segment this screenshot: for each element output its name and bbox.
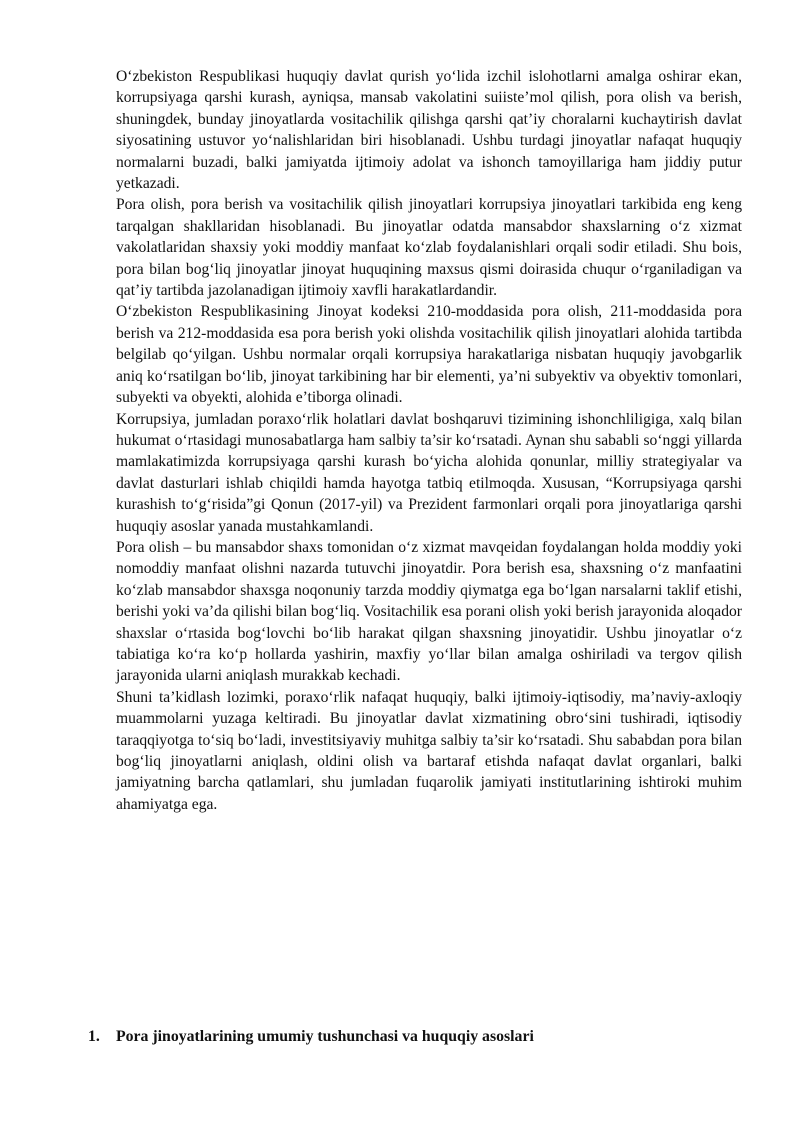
section-title: Pora jinoyatlarining umumiy tushunchasi va huquqiy asoslari xyxy=(116,1028,534,1045)
paragraph-5: Pora olish – bu mansabdor shaxs tomonidan o‘z xizmat mavqeidan foydalangan holda moddiy yoki nomoddiy manfaat olishni nazarda tutuvchi jinoyatdir. Pora berish esa, shaxsning o‘z manfaatini ko‘zlab mansabdor shaxsga noqonuniy tarzda moddiy qiymatga ega bo‘lgan narsalarni taklif etishi, berishi yoki va’da qilishi bilan bog‘liq. Vositachilik esa porani olish yoki berish jarayonida aloqador shaxslar o‘rtasida bog‘lovchi bo‘lib harakat qilgan shaxsning jinoyatidir. Ushbu jinoyatlar o‘z tabiatiga ko‘ra ko‘p hollarda yashirin, maxfiy yo‘llar bilan amalga oshiriladi va tergov qilish jarayonida ularni aniqlash murakkab kechadi. xyxy=(116,538,742,685)
paragraph-1: O‘zbekiston Respublikasi huquqiy davlat qurish yo‘lida izchil islohotlarni amalga oshirar ekan, korrupsiyaga qarshi kurash, ayniqsa, mansab vakolatini suiiste’mol qilish, pora olish va berish, shuningdek, bunday jinoyatlarda vositachilik qilishga qarshi qat’iy choralarni kuchaytirish davlat siyosatining ustuvor yo‘nalishlaridan biri hisoblanadi. Ushbu turdagi jinoyatlar nafaqat huquqiy normalarni buzadi, balki jamiyatda ijtimoiy adolat va ishonch tamoyillariga ham jiddiy putur yetkazadi. xyxy=(116,68,742,193)
body-text xyxy=(116,66,742,815)
paragraph-4: Korrupsiya, jumladan poraxo‘rlik holatlari davlat boshqaruvi tizimining ishonchliligiga, xalq bilan hukumat o‘rtasidagi munosabatlarga ham salbiy ta’sir ko‘rsatadi. Aynan shu sababli so‘nggi yillarda mamlakatimizda korrupsiyaga qarshi kurash bo‘yicha alohida qonunlar, milliy strategiyalar va davlat dasturlari ishlab chiqildi hamda hayotga tatbiq etilmoqda. Xususan, “Korrupsiyaga qarshi kurashish to‘g‘risida”gi Qonun (2017-yil) va Prezident farmonlari orqali pora jinoyatlariga qarshi huquqiy asoslar yanada mustahkamlandi. xyxy=(116,410,742,535)
paragraph-6: Shuni ta’kidlash lozimki, poraxo‘rlik nafaqat huquqiy, balki ijtimoiy-iqtisodiy, ma’naviy-axloqiy muammolarni yuzaga keltiradi. Bu jinoyatlar davlat xizmatining obro‘sini tushiradi, iqtisodiy taraqqiyotga to‘siq bo‘ladi, investitsiyaviy muhitga salbiy ta’sir ko‘rsatadi. Shu sababdan pora bilan bog‘liq jinoyatlarni aniqlash, oldini olish va bartaraf etishda nafaqat davlat organlari, balki jamiyatning barcha qatlamlari, shu jumladan fuqarolik jamiyati institutlarining ishtiroki muhim ahamiyatga ega. xyxy=(116,688,742,813)
paragraph-3: O‘zbekiston Respublikasining Jinoyat kodeksi 210-moddasida pora olish, 211-moddasida pora berish va 212-moddasida esa pora berish yoki olishda vositachilik qilish jinoyatlari alohida tartibda belgilab qo‘yilgan. Ushbu normalar orqali korrupsiya harakatlariga nisbatan huquqiy javobgarlik aniq ko‘rsatilgan bo‘lib, jinoyat tarkibining har bir elementi, ya’ni subyektiv va obyektiv tomonlari, subyekti va obyekti, alohida e’tiborga olinadi. xyxy=(116,303,742,407)
section-number: 1. xyxy=(88,1028,100,1045)
section-heading xyxy=(88,1026,748,1048)
paragraph-2: Pora olish, pora berish va vositachilik qilish jinoyatlari korrupsiya jinoyatlari tarkibida eng keng tarqalgan shakllaridan hisoblanadi. Bu jinoyatlar odatda mansabdor shaxslarning o‘z xizmat vakolatlaridan shaxsiy yoki moddiy manfaat ko‘zlab foydalanishlari orqali sodir etiladi. Shu bois, pora bilan bog‘liq jinoyatlar jinoyat huquqining maxsus qismi doirasida chuqur o‘rganiladigan va qat’iy tartibda jazolanadigan ijtimoiy xavfli harakatlardandir. xyxy=(116,196,742,300)
